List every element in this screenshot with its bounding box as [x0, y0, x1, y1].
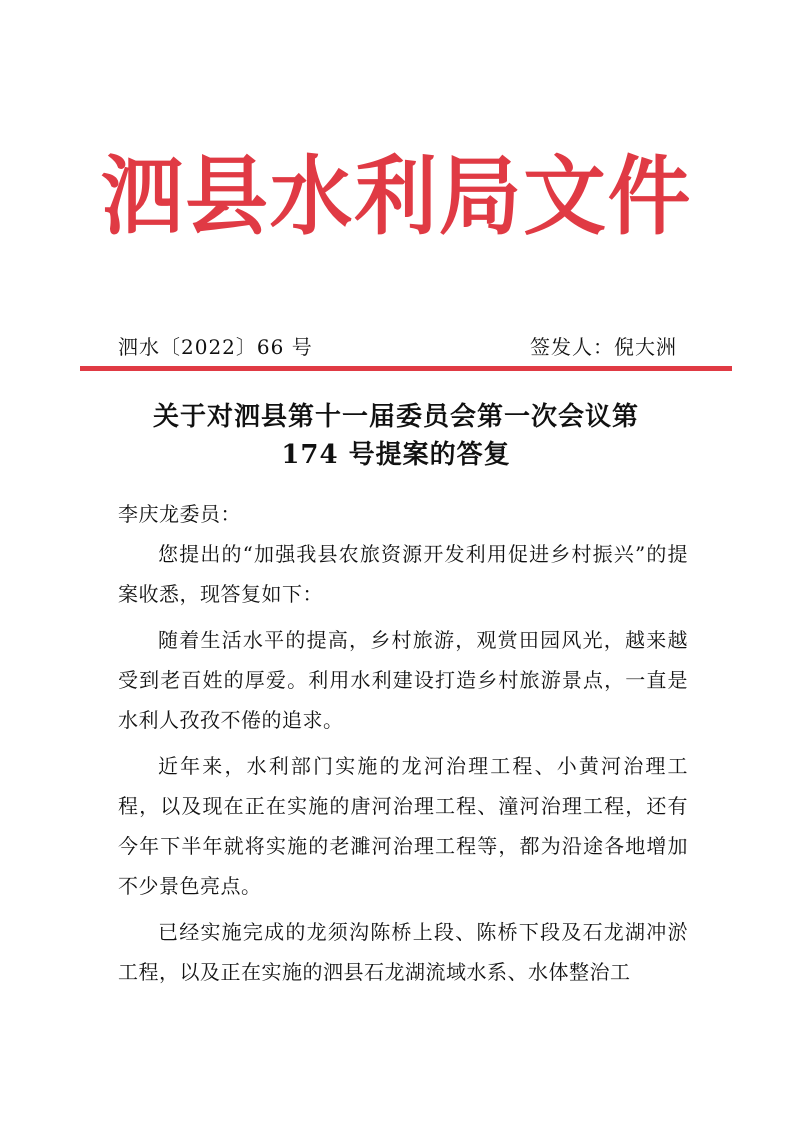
body-paragraph: 随着生活水平的提高，乡村旅游，观赏田园风光，越来越受到老百姓的厚爱。利用水利建设打造乡村旅游景点，一直是水利人孜孜不倦的追求。: [118, 628, 688, 732]
body-paragraph: 近年来，水利部门实施的龙河治理工程、小黄河治理工程，以及现在正在实施的唐河治理工程、潼河治理工程，还有今年下半年就将实施的老濉河治理工程等，都为沿途各地增加不少景色亮点。: [118, 754, 688, 898]
document-title-line-1: 关于对泗县第十一届委员会第一次会议第: [152, 402, 639, 432]
document-title: [96, 398, 696, 474]
document-number: 泗水〔2022〕66 号: [118, 335, 313, 359]
salutation: 李庆龙委员：: [118, 502, 241, 526]
document-body: [118, 494, 688, 998]
document-header-title: 泗县水利局文件: [100, 146, 693, 247]
document-title-line-2: 174 号提案的答复: [281, 440, 511, 470]
red-divider-line: [80, 366, 732, 371]
body-paragraph: 已经实施完成的龙须沟陈桥上段、陈桥下段及石龙湖冲淤工程，以及正在实施的泗县石龙湖流域水系、水体整治工: [118, 920, 688, 984]
issuer-signature: 签发人：倪大洲: [530, 335, 677, 359]
body-paragraph: 您提出的“加强我县农旅资源开发利用促进乡村振兴”的提案收悉，现答复如下：: [118, 542, 688, 606]
